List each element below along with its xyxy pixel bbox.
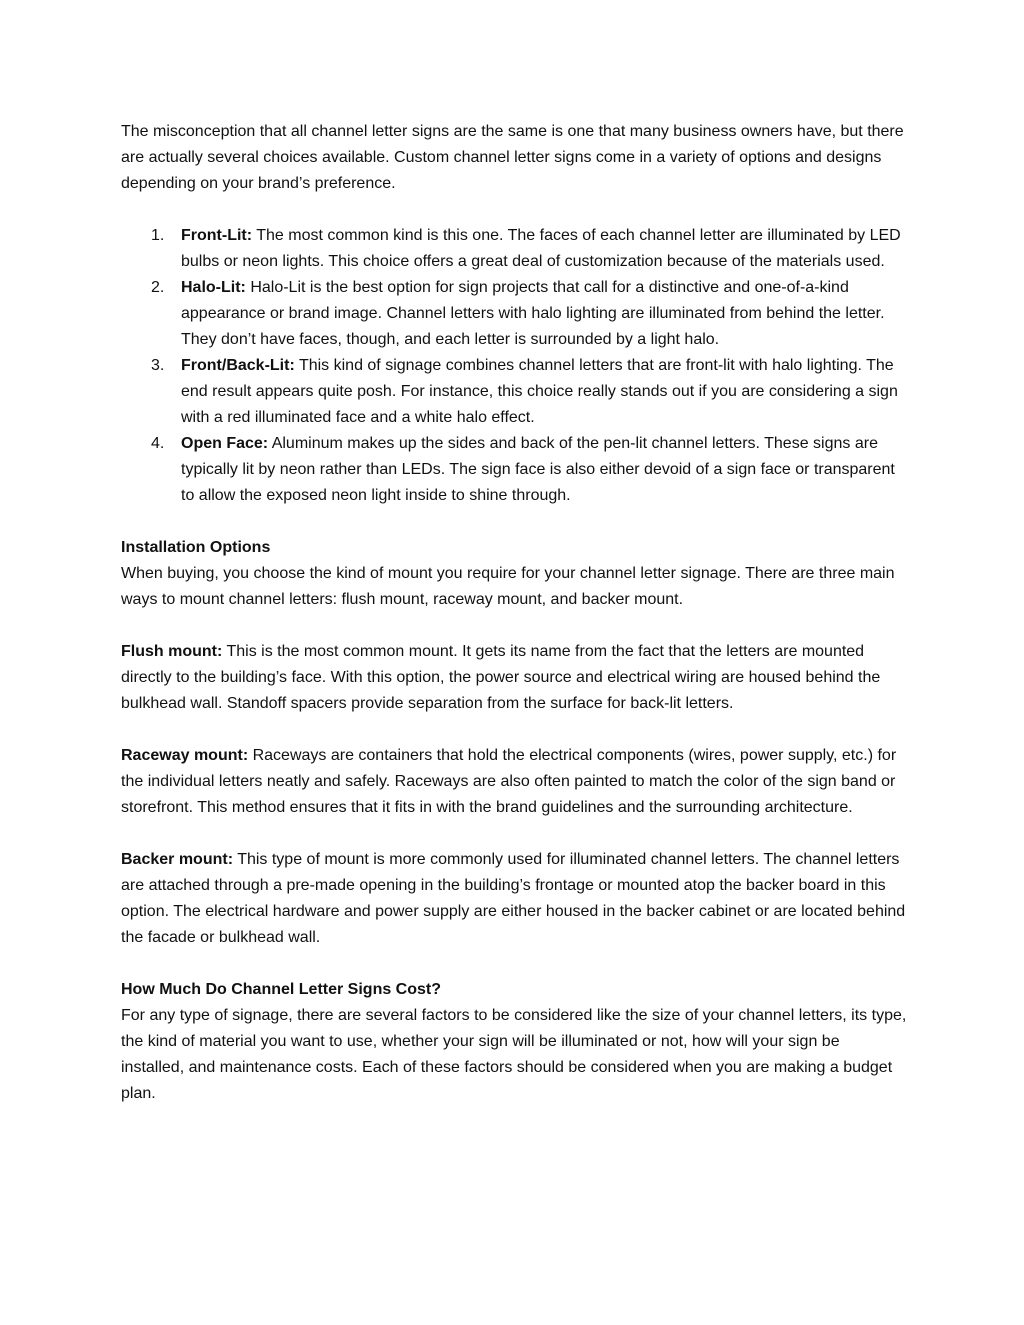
flush-mount-term: Flush mount: [121,643,223,660]
spacer [121,509,907,535]
backer-mount-text: This type of mount is more commonly used for illuminated channel letters. The channel letters are attached through a pre-made opening in the building’s frontage or mounted atop the backer board in this option. The electrical hardware and power supply are either housed in the backer cabinet or are located behind the facade or bulkhead wall. [121,851,906,946]
spacer [121,197,907,223]
flush-mount-paragraph [121,639,907,717]
raceway-mount-paragraph [121,743,907,821]
spacer [121,951,907,977]
sign-types-list [121,223,907,509]
intro-paragraph: The misconception that all channel letter signs are the same is one that many business owners have, but there are actually several choices available. Custom channel letter signs come in a variety of options and designs depending on your brand’s preference. [121,123,904,192]
spacer [121,717,907,743]
spacer [121,821,907,847]
installation-intro: When buying, you choose the kind of mount you require for your channel letter signage. There are three main ways to mount channel letters: flush mount, raceway mount, and backer mount. [121,565,895,608]
list-item [121,431,907,509]
list-text: Halo-Lit is the best option for sign projects that call for a distinctive and one-of-a-kind appearance or brand image. Channel letters with halo lighting are illuminated from behind the letter. They don’t have faces, though, and each letter is surrounded by a light halo. [181,279,885,348]
list-number: 4. [151,435,165,452]
list-term: Front/Back-Lit: [181,357,295,374]
spacer [121,613,907,639]
backer-mount-paragraph [121,847,907,951]
list-term: Open Face: [181,435,269,452]
list-number: 2. [151,279,165,296]
list-number: 1. [151,227,165,244]
flush-mount-text: This is the most common mount. It gets its name from the fact that the letters are mounted directly to the building’s face. With this option, the power source and electrical wiring are housed behind the bulkhead wall. Standoff spacers provide separation from the surface for back-lit letters. [121,643,881,712]
raceway-mount-text: Raceways are containers that hold the electrical components (wires, power supply, etc.) for the individual letters neatly and safely. Raceways are also often painted to match the color of the sign band or storefront. This method ensures that it fits in with the brand guidelines and the surrounding architecture. [121,747,897,816]
list-text: Aluminum makes up the sides and back of the pen-lit channel letters. These signs are typically lit by neon rather than LEDs. The sign face is also either devoid of a sign face or transparent to allow the exposed neon light inside to shine through. [181,435,895,504]
document-page [121,119,907,1107]
raceway-mount-term: Raceway mount: [121,747,249,764]
list-term: Halo-Lit: [181,279,246,296]
list-number: 3. [151,357,165,374]
cost-paragraph: For any type of signage, there are several factors to be considered like the size of your channel letters, its type, the kind of material you want to use, whether your sign will be illuminated or not, how will your sign be installed, and maintenance costs. Each of these factors should be considered when you are making a budget plan. [121,1007,907,1102]
list-item [121,223,907,275]
list-item [121,275,907,353]
list-text: The most common kind is this one. The faces of each channel letter are illuminated by LED bulbs or neon lights. This choice offers a great deal of customization because of the materials used. [181,227,901,270]
list-text: This kind of signage combines channel letters that are front-lit with halo lighting. The end result appears quite posh. For instance, this choice really stands out if you are considering a sign with a red illuminated face and a white halo effect. [181,357,898,426]
cost-heading: How Much Do Channel Letter Signs Cost? [121,981,442,998]
installation-heading: Installation Options [121,539,271,556]
backer-mount-term: Backer mount: [121,851,234,868]
list-term: Front-Lit: [181,227,253,244]
list-item [121,353,907,431]
